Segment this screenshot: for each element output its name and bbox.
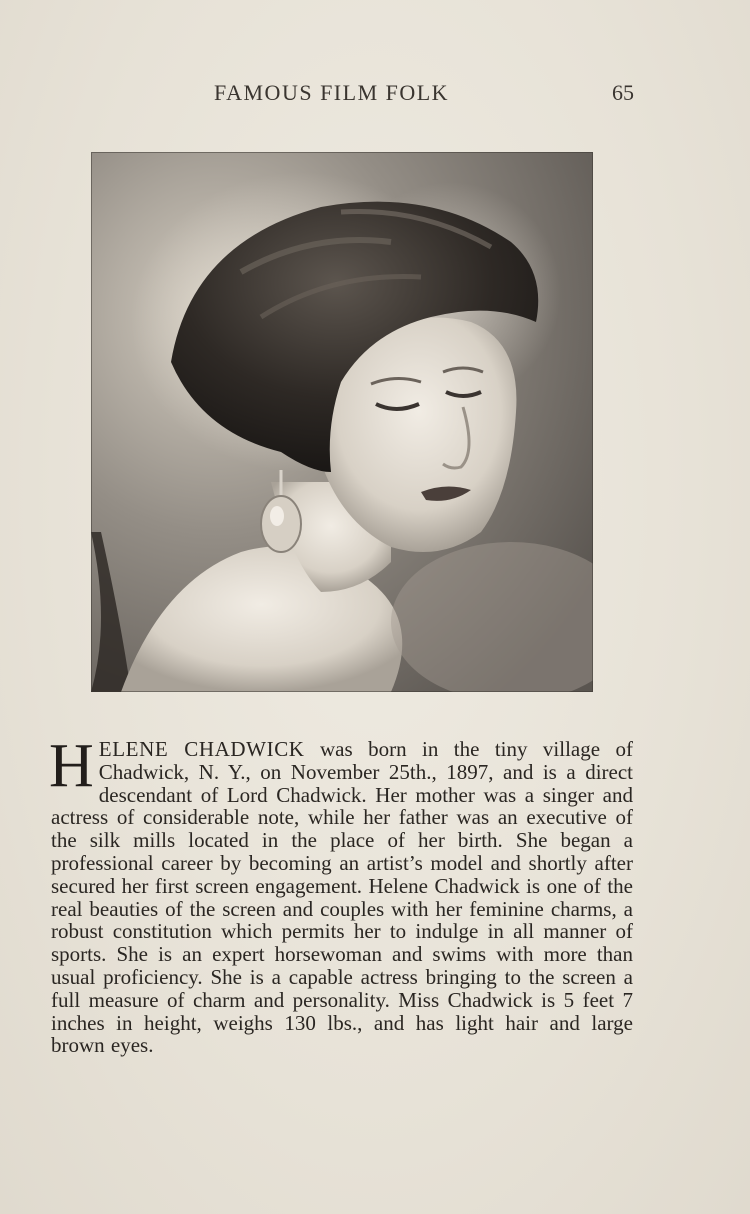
portrait-icon [91,152,593,692]
portrait-photograph [91,152,593,692]
running-head [0,80,750,110]
biography-article [49,732,633,1058]
drop-cap: H [49,732,94,800]
lead-in-name: ELENE CHADWICK [98,737,305,761]
biography-text [49,732,633,1058]
page-number: 65 [612,80,634,105]
running-title: FAMOUS FILM FOLK [214,80,450,105]
biography-body: was born in the tiny village of Chadwick, N. Y., on November 25th., 1897, and is a direct descendant of Lord Chadwick. Her mother was a singer and actress of considerable note, while her father was an executive of the silk mills located in the place of her birth. She began a professional career by becoming an artist’s model and shortly after secured her first screen engagement. Helene Chadwick is one of the real beauties of the screen and couples with her feminine charms, a robust constitution which permits her to indulge in all manner of sports. She is an expert horsewoman and swims with more than usual proficiency. She is a capable actress bringing to the screen a full measure of charm and personality. Miss Chadwick is 5 feet 7 inches in height, weighs 130 lbs., and has light hair and large brown eyes. [51,737,633,1058]
